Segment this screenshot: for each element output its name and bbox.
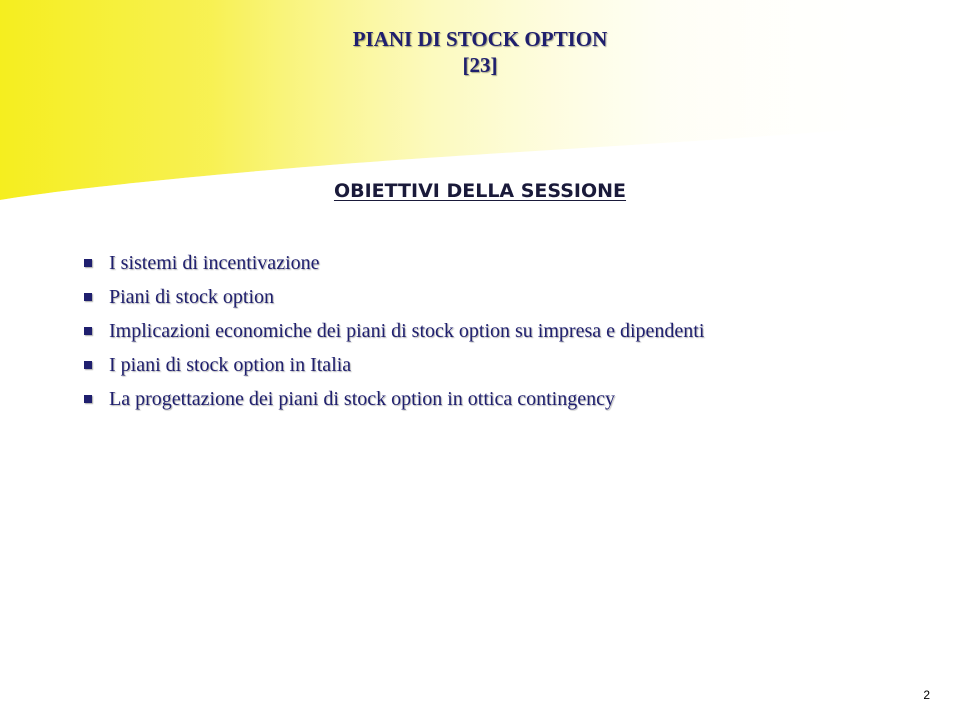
slide-subtitle: [23] bbox=[462, 53, 498, 77]
square-bullet-icon bbox=[84, 361, 92, 369]
bullet-item bbox=[84, 382, 704, 416]
bullet-item bbox=[84, 246, 704, 280]
bullet-item bbox=[84, 280, 704, 314]
square-bullet-icon bbox=[84, 259, 92, 267]
bullet-text: I piani di stock option in Italia bbox=[109, 353, 352, 376]
bullet-text: La progettazione dei piani di stock option in ottica contingency bbox=[109, 387, 615, 410]
bullet-list bbox=[84, 246, 704, 416]
page-number: 2 bbox=[923, 688, 930, 702]
bullet-item bbox=[84, 348, 704, 382]
bullet-text: I sistemi di incentivazione bbox=[109, 251, 320, 274]
square-bullet-icon bbox=[84, 395, 92, 403]
slide-title: PIANI DI STOCK OPTION bbox=[352, 27, 608, 51]
title-block bbox=[0, 26, 960, 78]
bullet-item bbox=[84, 314, 704, 348]
bullet-text: Implicazioni economiche dei piani di stock option su impresa e dipendenti bbox=[109, 319, 705, 342]
section-heading: OBIETTIVI DELLA SESSIONE bbox=[333, 180, 627, 202]
square-bullet-icon bbox=[84, 327, 92, 335]
bullet-text: Piani di stock option bbox=[109, 285, 274, 308]
square-bullet-icon bbox=[84, 293, 92, 301]
